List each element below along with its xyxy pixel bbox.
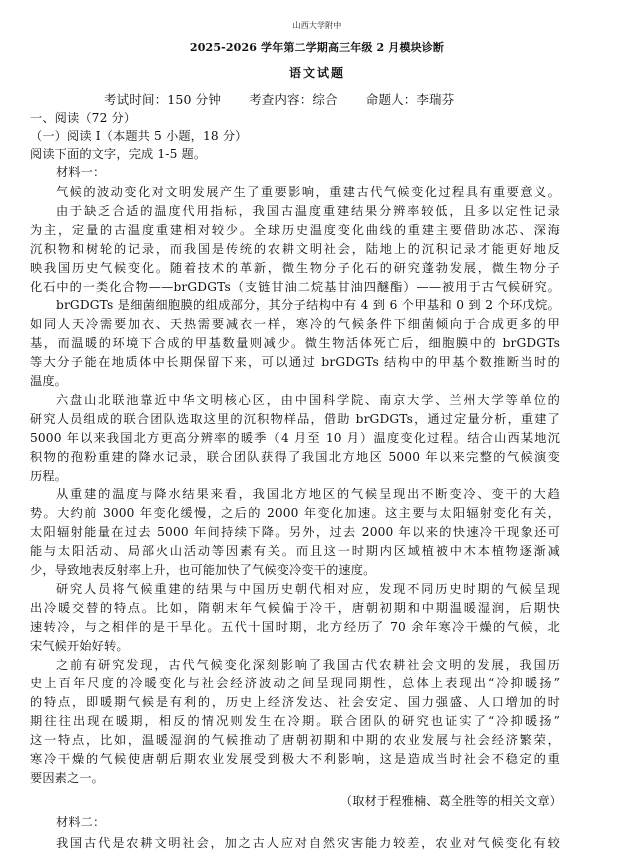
paragraph-line: 史上百年尺度的冷暖变化与社会经济波动之间呈现同期性，总体上表现出“冷抑暖扬”: [30, 676, 560, 691]
paragraph-line: brGDGTs 是细菌细胞膜的组成部分，其分子结构中有 4 到 6 个甲基和 0 到 2 个环戊烷。: [56, 298, 560, 313]
paragraph-line: 这一特点，比如，温暖湿润的气候推动了唐朝初期和中期的农业发展与社会经济繁荣，: [30, 733, 560, 748]
paragraph-line: 之前有研究发现，古代气候变化深刻影响了我国古代农耕社会文明的发展，我国历: [56, 657, 560, 672]
paragraph-line: 气候的波动变化对文明发展产生了重要影响，重建古代气候变化过程具有重要意义。: [56, 185, 560, 199]
paragraph-line: 沉积物和树轮的记录，而我国是传统的农耕文明社会，陆地上的沉积记录才能更好地反: [30, 241, 560, 256]
paragraph-line: 研究人员组成的联合团队选取这里的沉积物样品，借助 brGDGTs，通过定量分析，重建了: [30, 411, 560, 426]
paragraph-line: 我国古代是农耕文明社会，加之古人应对自然灾害能力较差，农业对气候变化有较: [56, 835, 560, 850]
paragraph-line: 从重建的温度与降水结果来看，我国北方地区的气候呈现出不断变冷、变干的大趋: [56, 487, 560, 502]
school-name: 山西大学附中: [292, 21, 342, 30]
paragraph-line: 速转冷，与之相伴的是干旱化。五代十国时期，北方经历了 70 余年寒冷干燥的气候，北: [30, 619, 560, 634]
paragraph-line: 太阳辐射能量在过去 5000 年间持续下降。另外，过去 2000 年以来的快速冷干现象还可: [30, 525, 560, 540]
paragraph-line: 势。大约前 3000 年变化缓慢，之后的 2000 年变化加速。这主要与太阳辐射变化有关，: [30, 506, 560, 521]
paragraph-line: 等大分子能在地质体中长期保留下来，可以通过 brGDGTs 结构中的甲基个数推断当时的: [30, 355, 560, 370]
paragraph-line: 为主，定量的古温度重建相对较少。全球历史温度变化曲线的重建主要借助冰芯、深海: [30, 222, 560, 237]
section-heading: 一、阅读（72 分）: [30, 111, 137, 125]
instruction: 阅读下面的文字，完成 1-5 题。: [30, 147, 207, 161]
paragraph-line: 寒冷干燥的气候使唐朝后期农业发展受到极大不利影响，这是造成当时社会不稳定的重: [30, 752, 560, 766]
paragraph-line: 六盘山北联池靠近中华文明核心区，由中国科学院、南京大学、兰州大学等单位的: [56, 392, 560, 407]
paragraph-line: 映我国历史气候变化。随着技术的革新，微生物分子化石的研究蓬勃发展，微生物分子: [30, 260, 560, 275]
paragraph-line: 温度。: [30, 374, 68, 388]
paragraph-line: 期往往出现在暖期，相反的情况则发生在冷期。联合团队的研究也证实了“冷抑暖扬”: [30, 714, 560, 729]
paragraph-line: 历程。: [30, 468, 68, 483]
exam-title: 2025-2026 学年第二学期高三年级 2 月模块诊断: [189, 41, 445, 54]
exam-content: 考查内容：综合: [249, 92, 338, 107]
paragraph-line: 化石中的一类化合物——brGDGTs（支链甘油二烷基甘油四醚酯）——被用于古气候研究。: [30, 279, 560, 294]
paragraph-line: 研究人员将气候重建的结果与中国历史朝代相对应，发现不同历史时期的气候呈现: [56, 581, 560, 596]
paragraph-line: 由于缺乏合适的温度代用指标，我国古温度重建结果分辨率较低，且多以定性记录: [56, 203, 560, 218]
exam-author: 命题人：李瑞芬: [365, 92, 455, 107]
material2-label: 材料二：: [56, 814, 106, 829]
paragraph-line: 如同人天冷需要加衣、天热需要减衣一样，寒冷的气候条件下细菌倾向于合成更多的甲: [30, 317, 560, 332]
section-subheading: （一）阅读 I（本题共 5 小题，18 分）: [30, 129, 248, 143]
paragraph-line: 能与太阳活动、局部火山活动等因素有关。而且这一时期内区域植被中木本植物逐渐减: [30, 544, 560, 559]
paragraph-line: 宋气候开始好转。: [30, 638, 129, 653]
paragraph-line: 的特点，即暖期气候是有利的，历史上经济发达、社会安定、国力强盛、人口增加的时: [30, 695, 560, 710]
material1-label: 材料一：: [56, 165, 106, 179]
paragraph-line: 少，导致地表反射率上升，也可能加快了气候变冷变干的速度。: [30, 563, 376, 577]
paragraph-line: 积物的孢粉重建的降水记录，联合团队获得了我国北方地区 5000 年以来完整的气候演变: [30, 449, 560, 464]
paragraph-line: 基，而温暖的环境下合成的甲基数量则减少。微生物活体死亡后，细胞膜中的 brGDGTs: [30, 336, 560, 351]
source-citation: （取材于程雅楠、葛全胜等的相关文章）: [339, 793, 562, 808]
paragraph-line: 要因素之一。: [30, 770, 105, 785]
paragraph-line: 5000 年以来我国北方更高分辨率的暖季（4 月至 10 月）温度变化过程。结合山西某地沉: [30, 430, 560, 445]
exam-time: 考试时间：150 分钟: [104, 92, 221, 107]
subject-title: 语文试题: [288, 66, 345, 80]
exam-meta: [104, 92, 466, 108]
paragraph-line: 出冷暖交替的特点。比如，隋朝末年气候偏于冷干，唐朝初期和中期温暖湿润，后期快: [30, 600, 560, 615]
